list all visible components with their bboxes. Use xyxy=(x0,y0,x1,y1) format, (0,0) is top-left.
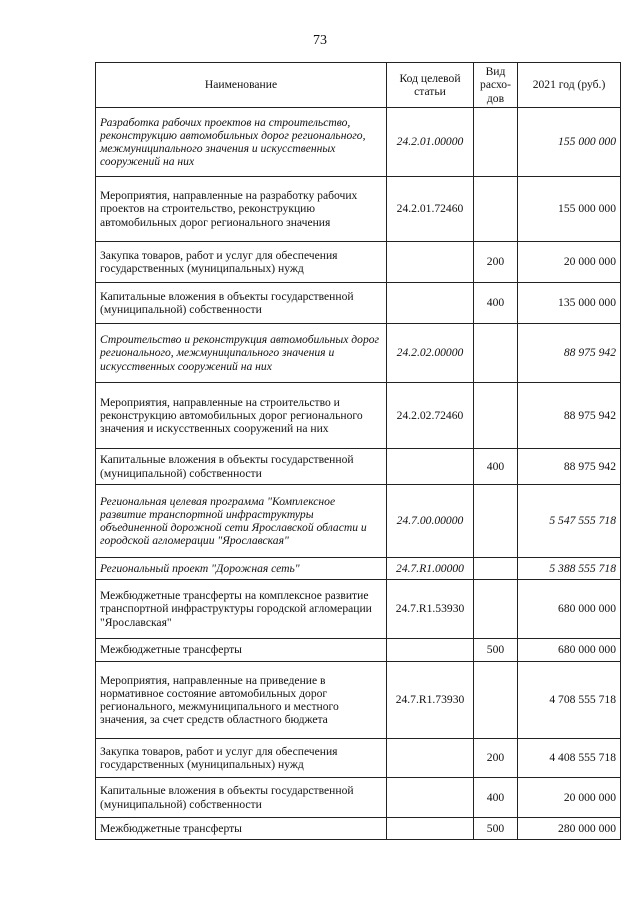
header-name: Наименование xyxy=(96,63,387,108)
cell-amount: 680 000 000 xyxy=(518,580,621,639)
cell-amount: 135 000 000 xyxy=(518,283,621,324)
cell-name: Межбюджетные трансферты xyxy=(96,818,387,840)
cell-name: Закупка товаров, работ и услуг для обеспечения государственных (муниципальных) нужд xyxy=(96,242,387,283)
table-row xyxy=(96,662,621,739)
table-row xyxy=(96,485,621,558)
cell-amount: 88 975 942 xyxy=(518,324,621,383)
table-row xyxy=(96,778,621,818)
table-row xyxy=(96,558,621,580)
table-row xyxy=(96,108,621,177)
table-row xyxy=(96,177,621,242)
cell-name: Строительство и реконструкция автомобильных дорог регионального, межмуниципального значения и искусственных сооружений на них xyxy=(96,324,387,383)
cell-type: 200 xyxy=(474,739,518,778)
cell-name: Капитальные вложения в объекты государственной (муниципальной) собственности xyxy=(96,449,387,485)
cell-code xyxy=(387,639,474,662)
cell-code: 24.7.00.00000 xyxy=(387,485,474,558)
table-row xyxy=(96,639,621,662)
table-header xyxy=(96,63,621,108)
table-row xyxy=(96,580,621,639)
cell-type: 400 xyxy=(474,283,518,324)
cell-type xyxy=(474,558,518,580)
cell-name: Мероприятия, направленные на строительство и реконструкцию автомобильных дорог регионального значения и искусственных сооружений на них xyxy=(96,383,387,449)
cell-amount: 20 000 000 xyxy=(518,778,621,818)
cell-amount: 20 000 000 xyxy=(518,242,621,283)
cell-amount: 680 000 000 xyxy=(518,639,621,662)
cell-type xyxy=(474,383,518,449)
cell-name: Мероприятия, направленные на разработку рабочих проектов на строительство, реконструкцию автомобильных дорог регионального значения xyxy=(96,177,387,242)
page-number: 73 xyxy=(313,33,327,48)
table-row xyxy=(96,383,621,449)
cell-name: Межбюджетные трансферты на комплексное развитие транспортной инфраструктуры городской агломерации "Ярославская" xyxy=(96,580,387,639)
cell-amount: 155 000 000 xyxy=(518,177,621,242)
budget-table xyxy=(95,62,621,840)
cell-amount: 5 547 555 718 xyxy=(518,485,621,558)
cell-type xyxy=(474,485,518,558)
table-row xyxy=(96,739,621,778)
cell-code xyxy=(387,283,474,324)
cell-type: 500 xyxy=(474,639,518,662)
cell-code: 24.7.R1.53930 xyxy=(387,580,474,639)
cell-type: 400 xyxy=(474,449,518,485)
cell-type xyxy=(474,580,518,639)
cell-type: 500 xyxy=(474,818,518,840)
table-row xyxy=(96,449,621,485)
table-row xyxy=(96,283,621,324)
cell-code: 24.2.02.00000 xyxy=(387,324,474,383)
cell-code: 24.7.R1.73930 xyxy=(387,662,474,739)
cell-code xyxy=(387,739,474,778)
cell-type: 400 xyxy=(474,778,518,818)
cell-type xyxy=(474,108,518,177)
cell-amount: 5 388 555 718 xyxy=(518,558,621,580)
cell-name: Закупка товаров, работ и услуг для обеспечения государственных (муниципальных) нужд xyxy=(96,739,387,778)
cell-amount: 280 000 000 xyxy=(518,818,621,840)
cell-amount: 4 408 555 718 xyxy=(518,739,621,778)
header-type: Вид расхо-дов xyxy=(474,63,518,108)
cell-code: 24.2.01.72460 xyxy=(387,177,474,242)
cell-amount: 88 975 942 xyxy=(518,383,621,449)
header-code: Код целевой статьи xyxy=(387,63,474,108)
cell-code xyxy=(387,449,474,485)
table-body xyxy=(96,108,621,840)
cell-code: 24.2.02.72460 xyxy=(387,383,474,449)
cell-code: 24.2.01.00000 xyxy=(387,108,474,177)
header-amount: 2021 год (руб.) xyxy=(518,63,621,108)
cell-code xyxy=(387,242,474,283)
cell-name: Капитальные вложения в объекты государственной (муниципальной) собственности xyxy=(96,778,387,818)
cell-name: Разработка рабочих проектов на строительство, реконструкцию автомобильных дорог регионального, межмуниципального значения и искусственных сооружений на них xyxy=(96,108,387,177)
cell-type: 200 xyxy=(474,242,518,283)
cell-amount: 88 975 942 xyxy=(518,449,621,485)
table-row xyxy=(96,324,621,383)
cell-amount: 4 708 555 718 xyxy=(518,662,621,739)
cell-name: Межбюджетные трансферты xyxy=(96,639,387,662)
cell-code xyxy=(387,778,474,818)
cell-name: Капитальные вложения в объекты государственной (муниципальной) собственности xyxy=(96,283,387,324)
cell-name: Региональная целевая программа "Комплексное развитие транспортной инфраструктуры объединенной дорожной сети Ярославской области и городской агломерации "Ярославская" xyxy=(96,485,387,558)
cell-name: Региональный проект "Дорожная сеть" xyxy=(96,558,387,580)
cell-code xyxy=(387,818,474,840)
cell-type xyxy=(474,324,518,383)
cell-code: 24.7.R1.00000 xyxy=(387,558,474,580)
table-row xyxy=(96,818,621,840)
cell-amount: 155 000 000 xyxy=(518,108,621,177)
cell-name: Мероприятия, направленные на приведение в нормативное состояние автомобильных дорог регионального, межмуниципального и местного значения, за счет средств областного бюджета xyxy=(96,662,387,739)
table-row xyxy=(96,242,621,283)
cell-type xyxy=(474,662,518,739)
cell-type xyxy=(474,177,518,242)
